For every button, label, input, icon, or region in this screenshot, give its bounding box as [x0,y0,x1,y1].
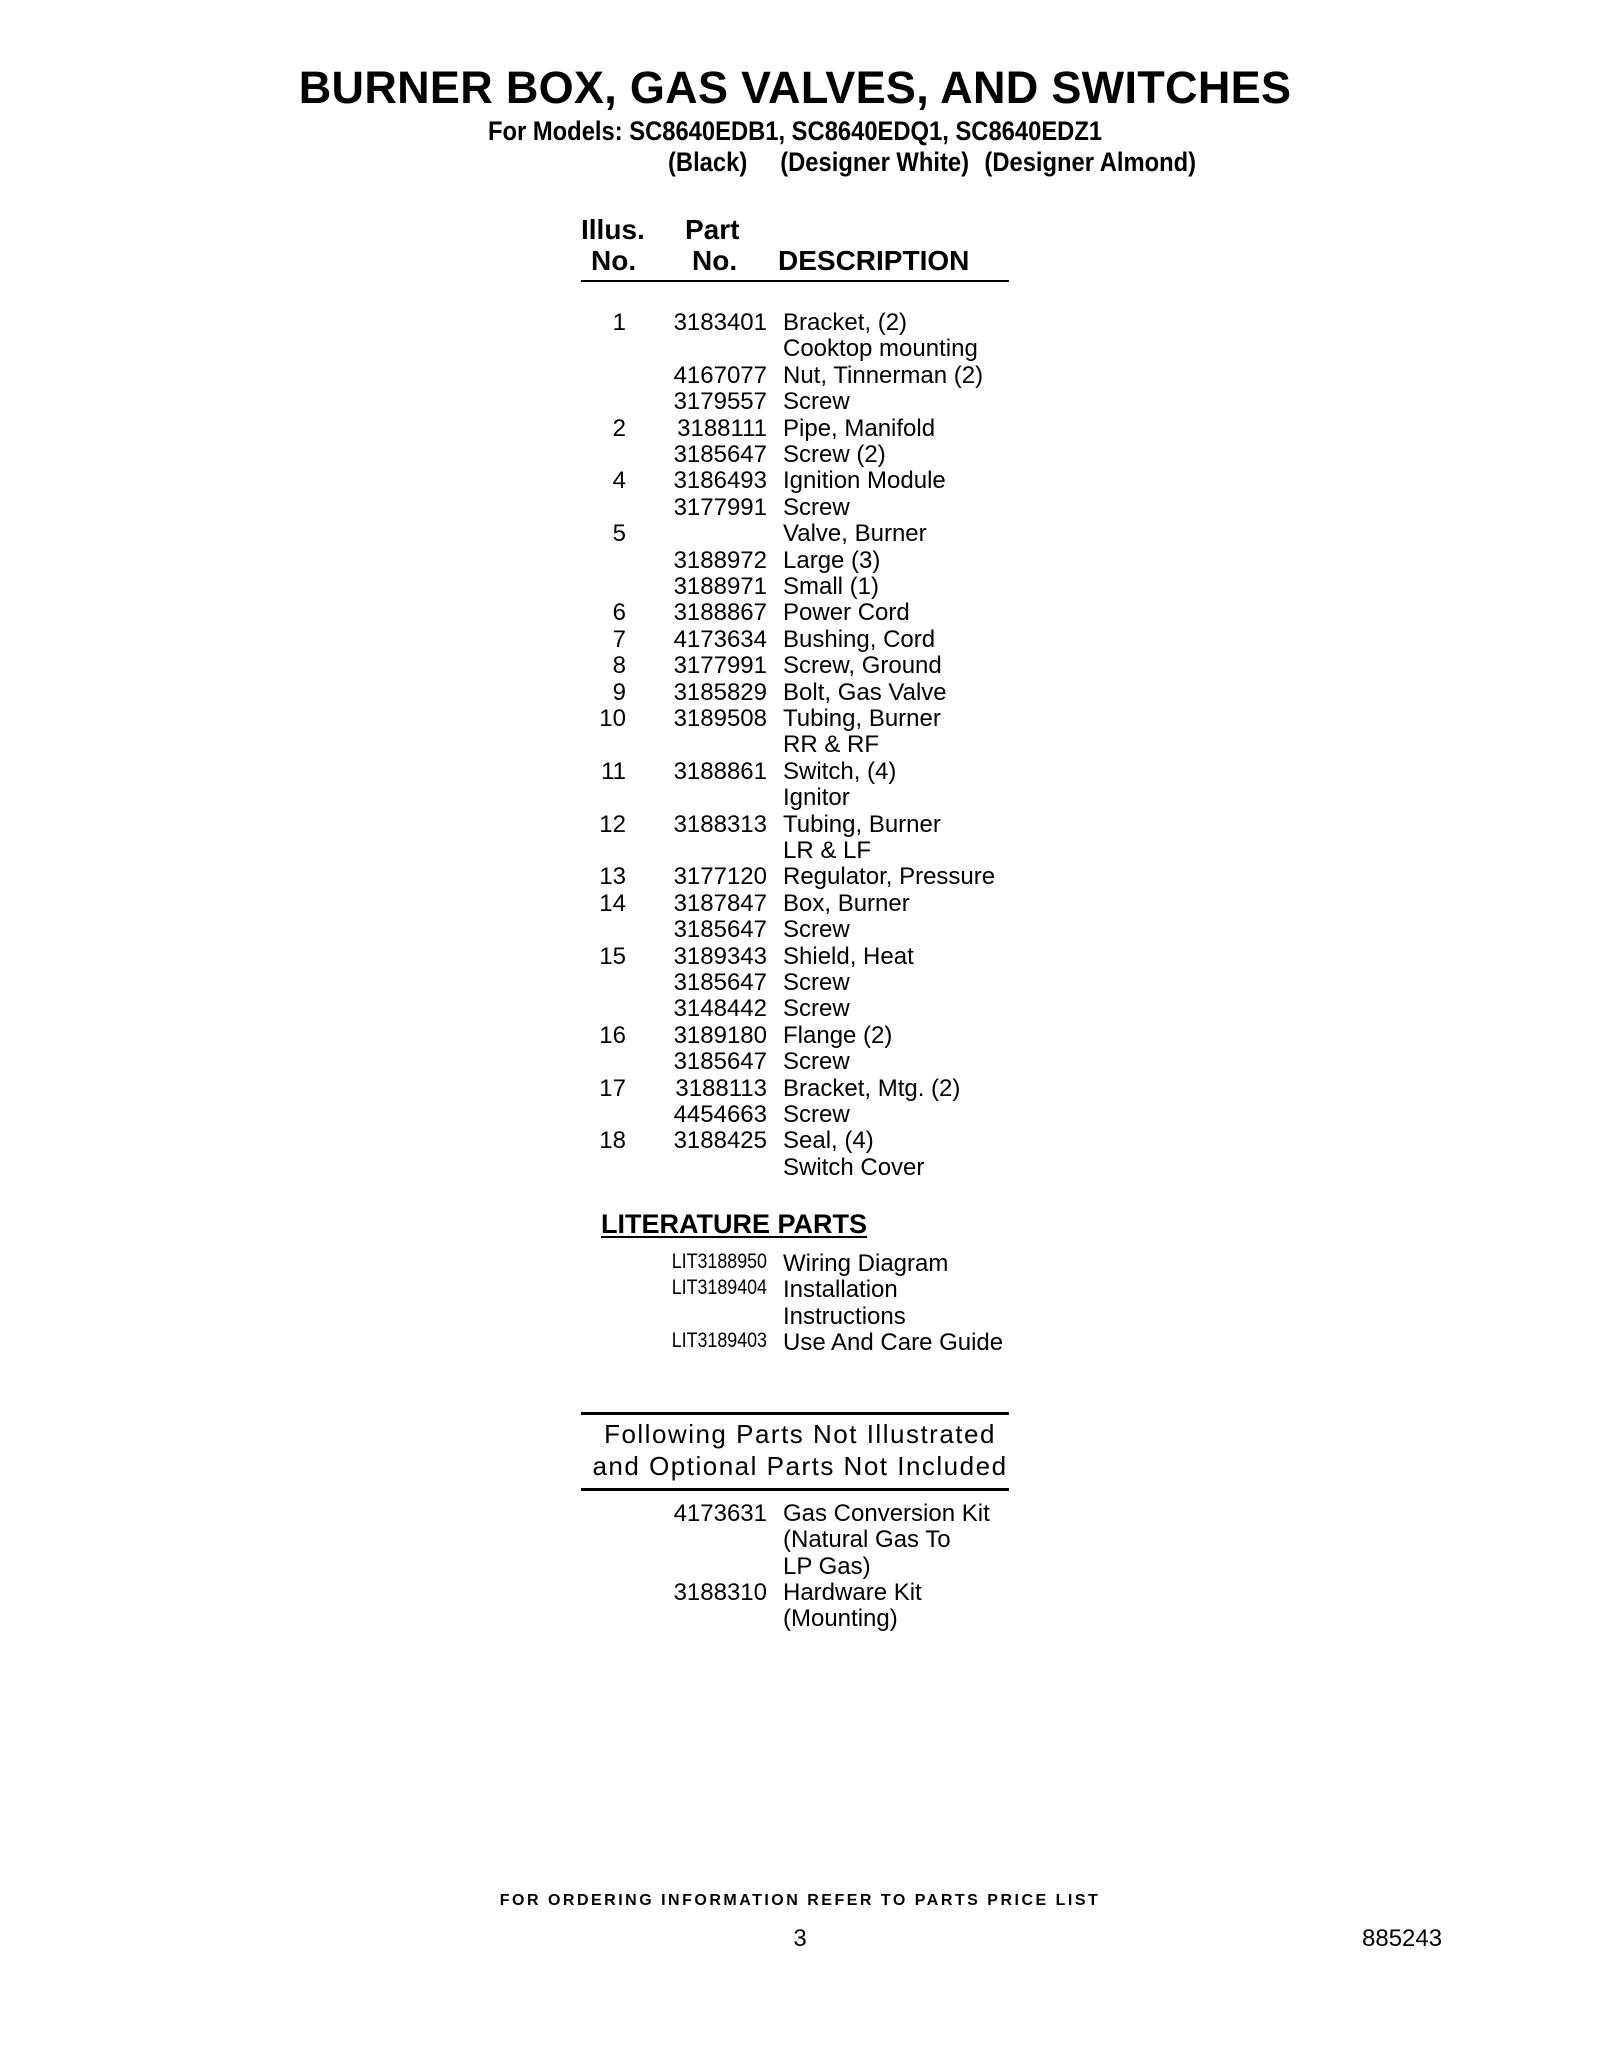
table-row [560,758,1160,785]
table-row [560,943,1160,970]
part-description: LR & LF [783,837,872,864]
table-row [560,1276,1160,1303]
part-number: 3188425 [673,1127,767,1155]
table-row [560,626,1160,653]
table-row [560,679,1160,706]
model-colors [668,147,1196,178]
part-description: Instructions [783,1302,906,1330]
part-description: Large (3) [783,546,881,574]
table-row [560,1127,1160,1154]
table-row [560,863,1160,890]
part-number: 3185647 [673,441,767,468]
table-row [560,1048,1160,1075]
part-number: 3186493 [673,467,767,495]
table-row [560,652,1160,679]
table-row [560,1022,1160,1049]
part-description: (Mounting) [783,1605,898,1633]
models-line: For Models: SC8640EDB1, SC8640EDQ1, SC8640EDZ1 [488,116,1103,146]
part-number: 3188971 [673,573,767,600]
part-description: Switch, (4) [783,757,897,785]
part-description: Bracket, Mtg. (2) [783,1074,961,1102]
part-number: 4167077 [673,361,767,389]
table-row [560,1553,1160,1580]
table-row [560,890,1160,917]
part-description: Installation [783,1276,898,1304]
part-number: 4454663 [673,1101,767,1128]
part-number: 3188313 [673,810,767,838]
table-row [560,784,1160,811]
illus-number: 11 [601,757,626,785]
part-number: 3189343 [673,942,767,970]
part-number: 3185647 [673,1048,767,1076]
part-description: Screw [783,916,850,944]
notice-line-1: Following Parts Not Illustrated [604,1419,996,1449]
illus-number: 16 [599,1021,626,1049]
part-description: Small (1) [783,573,880,600]
part-description: Screw, Ground [783,652,942,680]
part-number: 3183401 [673,309,767,336]
part-number: 3188310 [673,1578,767,1606]
table-row [560,1101,1160,1128]
part-number: 3177120 [673,863,767,891]
part-number: 3189508 [673,705,767,732]
page-number: 3 [793,1925,807,1952]
table-row [560,573,1160,600]
color-black: (Black) [668,147,748,177]
part-description: Nut, Tinnerman (2) [783,361,984,389]
notice-line-2: and Optional Parts Not Included [592,1451,1008,1481]
illus-number: 12 [599,810,626,838]
part-description: Screw [783,388,850,416]
table-row [560,520,1160,547]
part-number: 3188972 [673,546,767,574]
color-designer-white: (Designer White) [780,147,970,177]
part-description: Hardware Kit [783,1578,922,1606]
illus-number: 4 [612,467,626,495]
table-row [560,599,1160,626]
part-description: Wiring Diagram [783,1250,949,1277]
table-row [560,362,1160,389]
table-row [560,335,1160,362]
part-description: Screw [783,1101,850,1128]
part-description: Screw [783,969,850,996]
part-description: Ignition Module [783,467,946,495]
document-number: 885243 [1362,1925,1443,1952]
part-number: LIT3188950 [671,1250,767,1273]
table-row [560,388,1160,415]
part-number: 3187847 [673,889,767,917]
part-description: Shield, Heat [783,942,914,970]
illus-number: 8 [612,652,626,680]
part-description: Screw [783,1048,850,1076]
header-description: DESCRIPTION [778,245,970,276]
table-row [560,441,1160,468]
part-description: Pipe, Manifold [783,414,936,442]
part-description: LP Gas) [783,1552,871,1580]
notice-rule-top [581,1412,1009,1415]
page-title: BURNER BOX, GAS VALVES, AND SWITCHES [298,62,1292,113]
literature-parts-title: LITERATURE PARTS [601,1209,867,1239]
part-number: 3188861 [673,757,767,785]
table-row [560,1500,1160,1527]
table-row [560,705,1160,732]
illus-number: 9 [612,678,626,706]
part-description: Gas Conversion Kit [783,1500,990,1527]
part-number: 3148442 [673,995,767,1023]
table-row [560,837,1160,864]
illus-number: 15 [599,942,626,970]
part-description: Box, Burner [783,889,910,917]
illus-number: 10 [599,705,626,732]
part-number: LIT3189403 [671,1328,767,1352]
table-row [560,1250,1160,1277]
header-illus-label: Illus. [581,214,645,245]
part-number: LIT3189404 [671,1276,767,1300]
part-description: Power Cord [783,599,910,627]
table-row [560,494,1160,521]
part-number: 3188113 [675,1074,767,1102]
table-row [560,1154,1160,1181]
part-number: 3177991 [673,493,767,521]
part-description: Bracket, (2) [783,309,908,336]
table-row [560,1526,1160,1553]
part-number: 3185647 [673,916,767,944]
table-row [560,916,1160,943]
part-description: RR & RF [783,731,879,759]
table-row [560,467,1160,494]
table-row [560,547,1160,574]
illus-number: 13 [599,863,626,891]
header-rule [581,280,1009,282]
part-description: Bushing, Cord [783,625,936,653]
part-description: Bolt, Gas Valve [783,678,947,706]
color-designer-almond: (Designer Almond) [984,147,1197,177]
part-number: 3185829 [673,678,767,706]
table-row [560,1075,1160,1102]
table-row [560,969,1160,996]
header-part-label: Part [685,214,740,245]
illus-number: 18 [599,1127,626,1155]
part-number: 4173631 [673,1500,767,1527]
table-row [560,309,1160,336]
illus-number: 1 [612,309,626,336]
part-description: Seal, (4) [783,1127,874,1155]
illus-number: 6 [612,599,626,627]
part-number: 3188867 [673,599,767,627]
part-description: Tubing, Burner [783,705,941,732]
part-number: 3189180 [673,1021,767,1049]
table-row [560,995,1160,1022]
part-description: Regulator, Pressure [783,863,996,891]
table-row [560,811,1160,838]
header-illus-no: No. [591,245,637,276]
part-number: 3177991 [673,652,767,680]
table-row [560,1579,1160,1606]
illus-number: 5 [612,520,626,548]
part-number: 3179557 [673,388,767,416]
part-description: Cooktop mounting [783,335,978,363]
illus-number: 7 [612,625,626,653]
part-description: Screw [783,995,850,1023]
header-part-no: No. [692,245,738,276]
table-row [560,415,1160,442]
ordering-footer: FOR ORDERING INFORMATION REFER TO PARTS PRICE LIST [499,1892,1101,1909]
part-description: Valve, Burner [783,520,927,548]
table-row [560,1303,1160,1330]
part-description: Flange (2) [783,1021,893,1049]
notice-rule-bottom [581,1488,1009,1491]
part-description: (Natural Gas To [783,1526,951,1554]
part-number: 3188111 [677,414,767,442]
part-description: Switch Cover [783,1153,925,1181]
part-number: 4173634 [673,625,767,653]
illus-number: 14 [599,889,626,917]
table-row [560,1329,1160,1356]
part-description: Ignitor [783,784,850,812]
illus-number: 17 [599,1074,626,1102]
table-row [560,1605,1160,1632]
part-description: Screw [783,493,850,521]
part-description: Screw (2) [783,441,886,468]
part-description: Use And Care Guide [783,1328,1004,1356]
part-description: Tubing, Burner [783,810,941,838]
part-number: 3185647 [673,969,767,996]
illus-number: 2 [612,414,626,442]
table-row [560,731,1160,758]
